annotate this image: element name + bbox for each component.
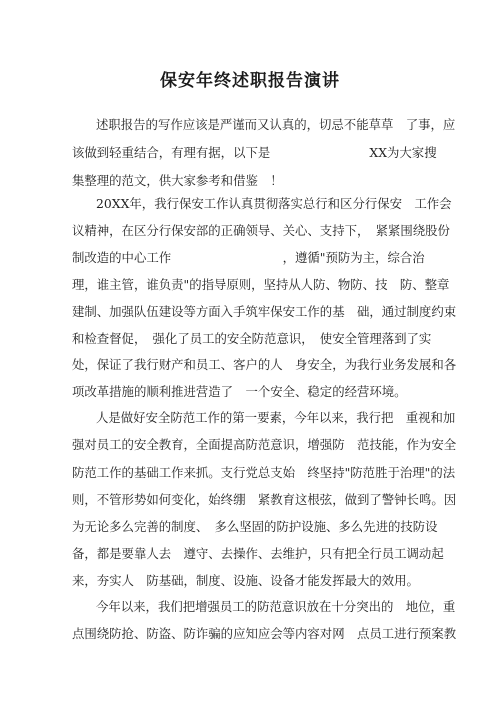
paragraph-2-line-7: 处，保证了我行财产和员工、客户的人 身安全，为我行业务发展和各 — [72, 357, 457, 372]
paragraph-2-line-5: 建制、加强队伍建设等方面入手筑牢保安工作的基 础，通过制度约束 — [72, 304, 457, 319]
paragraph-2-line-3: 制改造的中心工作 ，遵循"预防为主，综合治 — [72, 250, 425, 265]
paragraph-1-line-3: 集整理的范文，供大家参考和借鉴 ！ — [72, 173, 283, 188]
paragraph-2-line-6: 和检查督促， 强化了员工的安全防范意识， 使安全管理落到了实 — [72, 331, 432, 346]
paragraph-3-line-2: 强对员工的安全教育，全面提高防范意识，增强防 范技能，作为安全 — [72, 437, 457, 452]
paragraph-2-line-4: 理，谁主管，谁负责"的指导原则，坚持从人防、物防、技 防、整章 — [72, 277, 450, 292]
paragraph-3-line-1: 人是做好安全防范工作的第一要素，今年以来，我行把 重视和加 — [96, 410, 456, 425]
paragraph-4-line-2: 点围绕防抢、防盗、防诈骗的应知应会等内容对网 点员工进行预案教 — [72, 626, 457, 641]
paragraph-3-line-4: 则，不管形势如何变化，始终绷 紧教育这根弦，做到了警钟长鸣。因 — [72, 492, 457, 507]
paragraph-3-line-6: 备，都是要靠人去 遵守、去操作、去维护，只有把全行员工调动起 — [72, 546, 444, 561]
paragraph-1-line-1: 述职报告的写作应该是严谨而又认真的，切忌不能草草 了事，应 — [96, 117, 456, 132]
paragraph-2-line-2: 议精神，在区分行保安部的正确领导、关心、支持下， 紧紧围绕股份 — [72, 223, 450, 238]
paragraph-1-line-2: 该做到轻重结合，有理有据，以下是 XX为大家搜 — [72, 145, 437, 160]
document-title: 保安年终述职报告演讲 — [160, 71, 340, 91]
paragraph-2-line-8: 项改革措施的顺利推进营造了 一个安全、稳定的经营环境。 — [72, 384, 407, 399]
paragraph-2-line-1: 20XX年，我行保安工作认真贯彻落实总行和区分行保安 工作会 — [96, 196, 452, 211]
paragraph-3-line-3: 防范工作的基础工作来抓。支行党总支始 终坚持"防范胜于治理"的法 — [72, 465, 456, 480]
paragraph-4-line-1: 今年以来，我们把增强员工的防范意识放在十分突出的 地位，重 — [96, 599, 456, 614]
paragraph-3-line-5: 为无论多么完善的制度、 多么坚固的防护设施、多么先进的技防设 — [72, 519, 438, 534]
paragraph-3-line-7: 来，夯实人 防基础，制度、设施、设备才能发挥最大的效用。 — [72, 573, 419, 588]
